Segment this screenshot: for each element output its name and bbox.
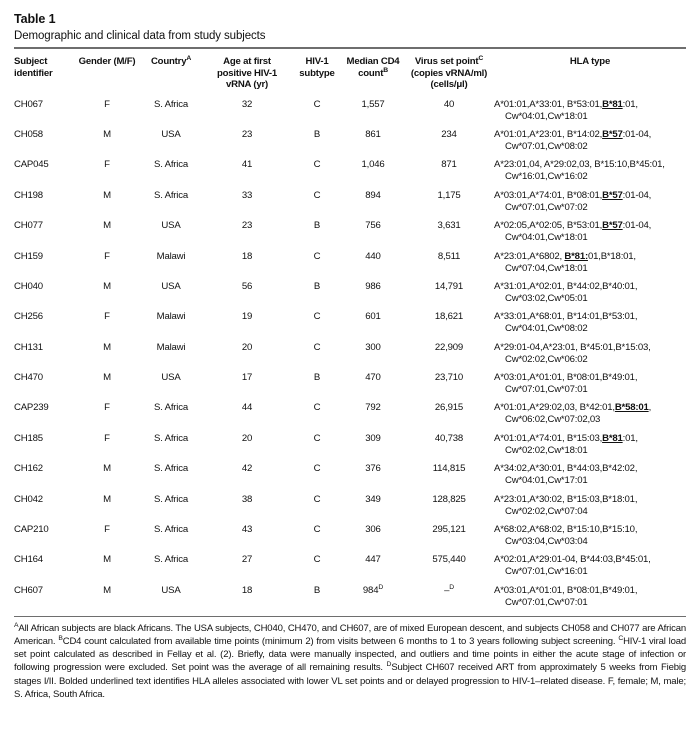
- hla-allele-text: Cw*07:01,Cw*07:01: [505, 596, 588, 608]
- cell-country: S. Africa: [154, 189, 188, 201]
- hla-allele-highlight: B*81: [602, 432, 623, 444]
- cell-subtype: B: [313, 280, 321, 292]
- cell-subtype: C: [313, 250, 321, 262]
- column-header-line: Age at first: [223, 56, 271, 67]
- cell-virus-set-point: 40: [443, 98, 455, 110]
- table-row: [14, 339, 686, 369]
- cell-gender: M: [103, 189, 111, 201]
- column-header-setpoint: [404, 49, 494, 96]
- column-header-line: vRNA (yr): [225, 79, 269, 90]
- cell-hla-type: [494, 551, 686, 581]
- cell-country: Malawi: [156, 341, 186, 353]
- cell-hla-type: [494, 96, 686, 126]
- table-row: [14, 430, 686, 460]
- table-row: [14, 369, 686, 399]
- cell-subtype: B: [313, 220, 321, 232]
- superscript-D: D: [378, 583, 384, 591]
- superscript-A: A: [14, 621, 19, 629]
- hla-allele-text: Cw*16:01,Cw*16:02: [505, 171, 588, 183]
- column-header-subtype: [292, 49, 342, 96]
- cell-subject-identifier: CH198: [14, 189, 43, 201]
- cell-hla-type: [494, 582, 686, 612]
- table-row: [14, 278, 686, 308]
- cell-subject-identifier: CH040: [14, 280, 43, 292]
- table-header: [14, 49, 686, 96]
- hla-line-1: [494, 402, 686, 414]
- hla-line-2: [494, 445, 686, 457]
- table-row: [14, 460, 686, 490]
- cell-virus-set-point: 871: [441, 159, 457, 171]
- cell-gender: M: [103, 341, 111, 353]
- cell-gender: M: [103, 129, 111, 141]
- hla-line-1: [494, 159, 686, 171]
- cell-country: S. Africa: [154, 159, 188, 171]
- superscript-A: A: [186, 54, 192, 62]
- column-header-line: subtype: [299, 67, 335, 79]
- subjects-table: [14, 49, 686, 612]
- hla-line-1: [494, 99, 686, 111]
- hla-allele-text: A*01:01,A*29:02,03, B*42:01,: [494, 402, 615, 414]
- cell-gender: M: [103, 493, 111, 505]
- column-header-line: Virus set point$^C$: [414, 54, 484, 67]
- hla-allele-text: Cw*02:02,Cw*18:01: [505, 444, 588, 456]
- cell-subject-identifier: CAP239: [14, 402, 49, 414]
- cell-subtype: B: [313, 372, 321, 384]
- column-header-line: (copies vRNA/ml): [410, 67, 488, 79]
- hla-line-2: [494, 232, 686, 244]
- hla-allele-highlight: B*81: [602, 98, 623, 110]
- cell-virus-set-point: 575,440: [432, 554, 466, 566]
- hla-allele-text: A*01:01,A*23:01, B*14:02,: [494, 129, 603, 141]
- hla-allele-text: 01,B*18:01,: [587, 250, 636, 262]
- cell-subtype: C: [313, 432, 321, 444]
- table-row: [14, 521, 686, 551]
- hla-allele-text: Cw*03:02,Cw*05:01: [505, 292, 588, 304]
- superscript-D: D: [386, 661, 392, 669]
- hla-line-2: [494, 323, 686, 335]
- cell-subtype: C: [313, 493, 321, 505]
- hla-line-2: [494, 414, 686, 426]
- column-header-gender: [74, 49, 140, 96]
- table-row: [14, 582, 686, 612]
- cell-age: 38: [241, 493, 253, 505]
- hla-line-2: [494, 293, 686, 305]
- cell-hla-type: [494, 369, 686, 399]
- cell-cd4-count: 309: [365, 432, 381, 444]
- column-header-line: HLA type: [569, 56, 611, 67]
- cell-hla-type: [494, 308, 686, 338]
- hla-line-1: [494, 129, 686, 141]
- header-row: [14, 49, 686, 96]
- cell-hla-type: [494, 460, 686, 490]
- cell-subtype: C: [313, 341, 321, 353]
- cell-hla-type: [494, 278, 686, 308]
- cell-subject-identifier: CAP210: [14, 523, 49, 535]
- cell-cd4-count: 756: [365, 220, 381, 232]
- cell-virus-set-point: 3,631: [437, 220, 461, 232]
- cell-age: 23: [241, 129, 253, 141]
- superscript-B: B: [58, 634, 63, 642]
- column-header-age: [202, 49, 292, 96]
- cell-cd4-count: 376: [365, 463, 381, 475]
- hla-line-1: [494, 463, 686, 475]
- table-row: [14, 399, 686, 429]
- hla-allele-text: Cw*07:01,Cw*07:02: [505, 201, 588, 213]
- cell-subject-identifier: CH058: [14, 129, 43, 141]
- cell-cd4-count: 894: [365, 189, 381, 201]
- cell-virus-set-point: –$^D$: [444, 583, 454, 596]
- table-row: [14, 126, 686, 156]
- cell-cd4-count: 601: [365, 311, 381, 323]
- hla-allele-highlight: B*57: [602, 220, 623, 232]
- hla-allele-text: :01-04,: [622, 220, 652, 232]
- cell-cd4-count: 470: [365, 372, 381, 384]
- cell-virus-set-point: 23,710: [434, 372, 464, 384]
- cell-gender: M: [103, 372, 111, 384]
- cell-subject-identifier: CH162: [14, 463, 43, 475]
- cell-subtype: C: [313, 402, 321, 414]
- table-row: [14, 490, 686, 520]
- cell-hla-type: [494, 126, 686, 156]
- hla-allele-text: :01,: [622, 432, 638, 444]
- cell-cd4-count: 861: [365, 129, 381, 141]
- column-header-hla: [494, 49, 686, 96]
- footnote-divider: [14, 616, 686, 617]
- hla-allele-text: A*29:01-04,A*23:01, B*45:01,B*15:03,: [494, 341, 651, 353]
- cell-age: 33: [241, 189, 253, 201]
- cell-cd4-count: 306: [365, 523, 381, 535]
- hla-allele-text: A*23:01,A*6802,: [494, 250, 565, 262]
- cell-subtype: B: [313, 129, 321, 141]
- hla-line-2: [494, 171, 686, 183]
- cell-age: 18: [241, 250, 253, 262]
- hla-allele-text: A*01:01,A*33:01, B*53:01,: [494, 98, 603, 110]
- hla-line-1: [494, 524, 686, 536]
- cell-cd4-count: 300: [365, 341, 381, 353]
- column-header-line: positive HIV-1: [216, 67, 278, 79]
- cell-subject-identifier: CH256: [14, 311, 43, 323]
- hla-line-1: [494, 494, 686, 506]
- cell-cd4-count: 440: [365, 250, 381, 262]
- cell-gender: F: [104, 311, 110, 323]
- hla-allele-text: A*03:01,A*74:01, B*08:01,: [494, 189, 603, 201]
- cell-age: 23: [241, 220, 253, 232]
- cell-age: 42: [241, 463, 253, 475]
- cell-virus-set-point: 8,511: [437, 250, 461, 262]
- table-row: [14, 217, 686, 247]
- cell-country: S. Africa: [154, 463, 188, 475]
- cell-hla-type: [494, 490, 686, 520]
- cell-age: 18: [241, 584, 253, 596]
- cell-cd4-count: 792: [365, 402, 381, 414]
- cell-age: 43: [241, 523, 253, 535]
- cell-subject-identifier: CAP045: [14, 159, 49, 171]
- footnote-text: $^A$All African subjects are black Africans. The USA subjects, CH040, CH470, and CH607, are of mixed European descent, and subjects CH058 and CH077 are African American. $^B$CD4 count calculated from available time points (minimum 2) from visits between 6 months to 1 to 3 years following subject screening. $^C$HIV-1 viral load set point calculated as described in Fellay et al. (2). Briefly, data were manually inspected, and outliers and time points in either the acute stage of infection or following progression were excluded. Set point was the average of all remaining results. $^D$Subject CH607 received ART from approximately 5 weeks from Fiebig stages I/II. Bolded underlined text identifies HLA alleles associated with lower VL set points and or delayed progression to HIV-1–related disease. F, female; M, male; S. Africa, South Africa.: [14, 621, 686, 700]
- cell-subject-identifier: CH077: [14, 220, 43, 232]
- hla-line-2: [494, 354, 686, 366]
- table-row: [14, 247, 686, 277]
- hla-allele-text: A*03:01,A*01:01, B*08:01,B*49:01,: [494, 584, 638, 596]
- cell-country: Malawi: [156, 311, 186, 323]
- hla-allele-text: Cw*04:01,Cw*18:01: [505, 110, 588, 122]
- cell-gender: M: [103, 584, 111, 596]
- cell-age: 19: [241, 311, 253, 323]
- cell-virus-set-point: 40,738: [434, 432, 464, 444]
- hla-allele-highlight: B*81:: [564, 250, 588, 262]
- cell-cd4-count: 986: [365, 280, 381, 292]
- cell-country: S. Africa: [154, 523, 188, 535]
- cell-age: 32: [241, 98, 253, 110]
- cell-cd4-count: 1,557: [361, 98, 385, 110]
- hla-line-1: [494, 372, 686, 384]
- cell-age: 44: [241, 402, 253, 414]
- cell-subject-identifier: CH067: [14, 98, 43, 110]
- cell-virus-set-point: 18,621: [434, 311, 464, 323]
- hla-allele-text: Cw*04:01,Cw*08:02: [505, 323, 588, 335]
- hla-allele-text: A*23:01,A*30:02, B*15:03,B*18:01,: [494, 493, 638, 505]
- cell-virus-set-point: 295,121: [432, 523, 466, 535]
- page-title: Table 1: [14, 12, 56, 26]
- cell-age: 20: [241, 341, 253, 353]
- cell-gender: F: [104, 159, 110, 171]
- hla-line-2: [494, 566, 686, 578]
- table-row: [14, 187, 686, 217]
- cell-gender: M: [103, 280, 111, 292]
- cell-gender: M: [103, 220, 111, 232]
- hla-allele-highlight: B*57: [602, 189, 623, 201]
- cell-subject-identifier: CH607: [14, 584, 43, 596]
- hla-line-2: [494, 536, 686, 548]
- hla-line-1: [494, 251, 686, 263]
- hla-allele-text: :01-04,: [622, 129, 652, 141]
- hla-line-2: [494, 475, 686, 487]
- table-row: [14, 156, 686, 186]
- hla-line-1: [494, 311, 686, 323]
- hla-line-2: [494, 506, 686, 518]
- cell-country: USA: [161, 372, 181, 384]
- cell-subject-identifier: CH131: [14, 341, 43, 353]
- hla-allele-text: A*34:02,A*30:01, B*44:03,B*42:02,: [494, 463, 638, 475]
- cell-subtype: C: [313, 189, 321, 201]
- cell-hla-type: [494, 187, 686, 217]
- hla-allele-text: A*02:05,A*02:05, B*53:01,: [494, 220, 603, 232]
- cell-subtype: B: [313, 584, 321, 596]
- cell-country: S. Africa: [154, 432, 188, 444]
- cell-country: USA: [161, 220, 181, 232]
- hla-line-2: [494, 202, 686, 214]
- hla-allele-highlight: B*57: [602, 129, 623, 141]
- cell-subject-identifier: CH042: [14, 493, 43, 505]
- hla-line-1: [494, 190, 686, 202]
- superscript-D: D: [449, 583, 454, 591]
- hla-line-2: [494, 263, 686, 275]
- hla-line-1: [494, 433, 686, 445]
- hla-allele-highlight: B*58:01: [614, 402, 649, 414]
- cell-cd4-count: 349: [365, 493, 381, 505]
- cell-age: 56: [241, 280, 253, 292]
- cell-hla-type: [494, 339, 686, 369]
- hla-line-2: [494, 141, 686, 153]
- cell-subtype: C: [313, 311, 321, 323]
- hla-allele-text: Cw*06:02,Cw*07:02,03: [505, 414, 601, 426]
- cell-subtype: C: [313, 159, 321, 171]
- column-header-line: HIV-1: [305, 56, 329, 67]
- hla-allele-text: Cw*07:01,Cw*16:01: [505, 566, 588, 578]
- cell-hla-type: [494, 430, 686, 460]
- superscript-C: C: [618, 634, 624, 642]
- hla-allele-text: Cw*02:02,Cw*06:02: [505, 353, 588, 365]
- cell-hla-type: [494, 217, 686, 247]
- cell-subtype: C: [313, 98, 321, 110]
- cell-subject-identifier: CH164: [14, 554, 43, 566]
- hla-line-2: [494, 597, 686, 609]
- hla-allele-text: Cw*07:01,Cw*08:02: [505, 141, 588, 153]
- cell-country: USA: [161, 129, 181, 141]
- cell-cd4-count: $984^D$: [362, 583, 384, 596]
- cell-virus-set-point: 14,791: [434, 280, 464, 292]
- hla-allele-text: ,: [648, 402, 652, 414]
- cell-subtype: C: [313, 523, 321, 535]
- table-row: [14, 96, 686, 126]
- column-header-cd4: [342, 49, 404, 96]
- superscript-C: C: [478, 54, 484, 62]
- page-subtitle: Demographic and clinical data from study subjects: [14, 30, 266, 42]
- hla-allele-text: :01-04,: [622, 189, 652, 201]
- cell-hla-type: [494, 156, 686, 186]
- cell-subject-identifier: CH185: [14, 432, 43, 444]
- hla-allele-text: A*68:02,A*68:02, B*15:10,B*15:10,: [494, 523, 638, 535]
- cell-country: S. Africa: [154, 98, 188, 110]
- hla-line-2: [494, 111, 686, 123]
- cell-virus-set-point: 26,915: [434, 402, 464, 414]
- cell-age: 17: [241, 372, 253, 384]
- hla-allele-text: Cw*07:04,Cw*18:01: [505, 262, 588, 274]
- hla-allele-text: A*31:01,A*02:01, B*44:02,B*40:01,: [494, 280, 638, 292]
- cell-age: 27: [241, 554, 253, 566]
- cell-virus-set-point: 22,909: [434, 341, 464, 353]
- table-row: [14, 308, 686, 338]
- cell-subtype: C: [313, 554, 321, 566]
- hla-allele-text: A*33:01,A*68:01, B*14:01,B*53:01,: [494, 311, 638, 323]
- cell-gender: F: [104, 432, 110, 444]
- column-header-line: Gender (M/F): [78, 56, 136, 67]
- cell-hla-type: [494, 399, 686, 429]
- hla-allele-text: Cw*02:02,Cw*07:04: [505, 505, 588, 517]
- column-header-line: Median CD4: [346, 56, 400, 67]
- hla-allele-text: A*01:01,A*74:01, B*15:03,: [494, 432, 603, 444]
- hla-line-1: [494, 220, 686, 232]
- cell-subject-identifier: CH470: [14, 372, 43, 384]
- superscript-B: B: [383, 66, 388, 74]
- hla-allele-text: :01,: [622, 98, 638, 110]
- hla-line-1: [494, 585, 686, 597]
- cell-age: 20: [241, 432, 253, 444]
- hla-line-1: [494, 281, 686, 293]
- column-header-line: Country$^A$: [150, 54, 192, 67]
- cell-country: S. Africa: [154, 402, 188, 414]
- cell-virus-set-point: 128,825: [432, 493, 466, 505]
- cell-gender: F: [104, 250, 110, 262]
- cell-hla-type: [494, 247, 686, 277]
- cell-virus-set-point: 234: [441, 129, 457, 141]
- column-header-line: (cells/μl): [430, 79, 468, 90]
- cell-gender: M: [103, 554, 111, 566]
- hla-line-1: [494, 342, 686, 354]
- column-header-subject: [14, 49, 74, 96]
- cell-cd4-count: 447: [365, 554, 381, 566]
- cell-country: S. Africa: [154, 493, 188, 505]
- cell-gender: M: [103, 463, 111, 475]
- column-header-line: Subject: [14, 56, 48, 67]
- cell-virus-set-point: 114,815: [432, 463, 466, 475]
- column-header-line: count$^B$: [358, 66, 388, 79]
- column-header-country: [140, 49, 202, 96]
- cell-subject-identifier: CH159: [14, 250, 43, 262]
- cell-gender: F: [104, 98, 110, 110]
- table-row: [14, 551, 686, 581]
- hla-allele-text: Cw*04:01,Cw*17:01: [505, 475, 588, 487]
- cell-cd4-count: 1,046: [361, 159, 385, 171]
- cell-country: S. Africa: [154, 554, 188, 566]
- hla-allele-text: A*02:01,A*29:01-04, B*44:03,B*45:01,: [494, 554, 651, 566]
- cell-virus-set-point: 1,175: [437, 189, 461, 201]
- cell-gender: F: [104, 523, 110, 535]
- hla-allele-text: A*03:01,A*01:01, B*08:01,B*49:01,: [494, 372, 638, 384]
- cell-gender: F: [104, 402, 110, 414]
- cell-country: USA: [161, 280, 181, 292]
- cell-country: USA: [161, 584, 181, 596]
- column-header-line: identifier: [14, 67, 53, 79]
- hla-line-1: [494, 554, 686, 566]
- hla-allele-text: Cw*04:01,Cw*18:01: [505, 232, 588, 244]
- cell-age: 41: [241, 159, 253, 171]
- hla-allele-text: Cw*07:01,Cw*07:01: [505, 384, 588, 396]
- cell-country: Malawi: [156, 250, 186, 262]
- cell-hla-type: [494, 521, 686, 551]
- hla-allele-text: A*23:01,04, A*29:02,03, B*15:10,B*45:01,: [494, 159, 665, 171]
- cell-subtype: C: [313, 463, 321, 475]
- hla-allele-text: Cw*03:04,Cw*03:04: [505, 535, 588, 547]
- hla-line-2: [494, 384, 686, 396]
- table-body: [14, 96, 686, 612]
